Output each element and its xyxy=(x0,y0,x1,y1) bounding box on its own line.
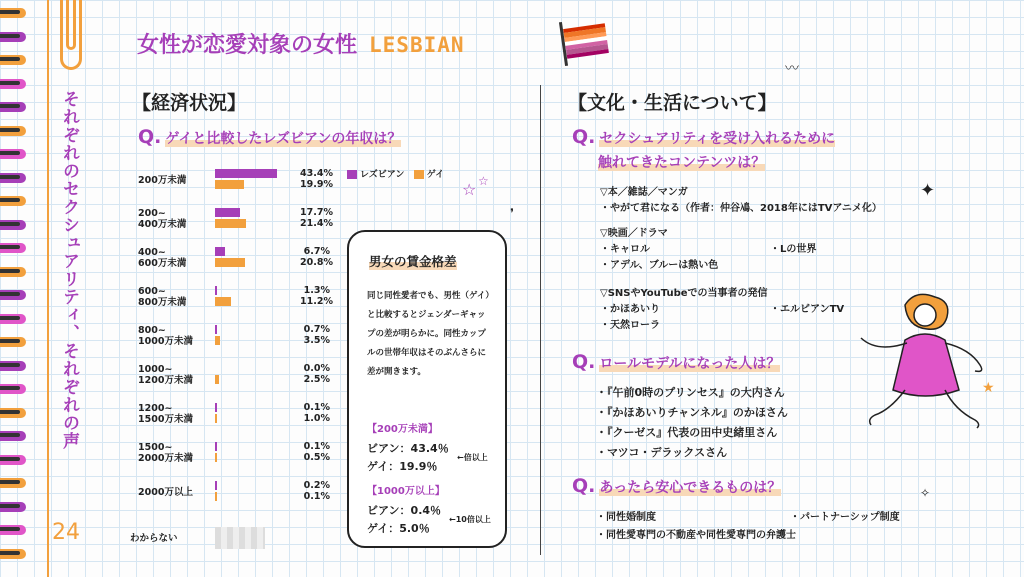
question-content-line2: 触れてきたコンテンツは？ xyxy=(598,155,766,171)
bubble-note1: ←倍以上 xyxy=(457,453,488,462)
legend-gay: ゲイ xyxy=(426,170,445,180)
safe-item-2: ・パートナーシップ制度 xyxy=(790,512,900,523)
sns-item-2: ・エルビアンTV xyxy=(770,304,845,315)
category-label: 1200~ 1500万未満 xyxy=(138,403,193,425)
chart-row xyxy=(130,243,340,273)
role-item-3: ・『クーゼス』代表の田中史緒里さん xyxy=(596,426,778,439)
category-label: 400~ 600万未満 xyxy=(138,247,187,269)
value-gay: 1.0% xyxy=(303,413,330,424)
small-sparkle-icon: ✧ xyxy=(920,486,931,500)
category-label: 1500~ 2000万未満 xyxy=(138,442,193,464)
spiral-ring xyxy=(0,478,26,488)
wage-gap-bubble xyxy=(347,230,507,548)
drama-item-2: ・Lの世界 xyxy=(770,244,817,255)
value-gay: 0.5% xyxy=(303,452,330,463)
value-gay: 3.5% xyxy=(303,335,330,346)
bubble-l1a: ビアン：43.4％ xyxy=(367,442,449,455)
spiral-ring xyxy=(0,55,26,65)
question-income xyxy=(138,126,401,148)
spiral-ring xyxy=(0,408,26,418)
q-mark-3: Q. xyxy=(572,475,596,497)
bar-lesbian xyxy=(215,286,217,295)
vertical-title: それぞれのセクシュアリティ、それぞれの声 xyxy=(59,90,79,450)
spiral-ring xyxy=(0,149,26,159)
drama-item-1: ・キャロル xyxy=(600,244,650,255)
chart-row xyxy=(130,438,340,468)
right-leg xyxy=(945,390,979,428)
sns-item-3: ・天然ローラ xyxy=(600,320,660,331)
title-ja: 女性が恋愛対象の女性 xyxy=(137,33,358,58)
spiral-binding xyxy=(0,0,30,577)
left-leg xyxy=(870,390,905,425)
spiral-ring xyxy=(0,384,26,394)
squiggle-icon: 〰 xyxy=(785,61,799,77)
lesbian-flag-icon xyxy=(563,23,609,59)
sparkle-icon: ☆ xyxy=(462,180,477,199)
bubble-sub-under200: 【200万未満】 xyxy=(367,424,438,435)
bar-lesbian xyxy=(215,442,217,451)
role-item-2: ・『かほあいりチャンネル』のかほさん xyxy=(596,406,788,419)
unknown-blurred-bar xyxy=(215,527,265,549)
chart-row xyxy=(130,360,340,390)
spiral-ring xyxy=(0,549,26,559)
chart-row xyxy=(130,165,340,195)
bar-gay xyxy=(215,219,246,228)
books-heading: ▽本／雑誌／マンガ xyxy=(600,187,688,198)
spiral-ring xyxy=(0,79,26,89)
category-label: 2000万以上 xyxy=(138,487,193,498)
bar-lesbian xyxy=(215,403,217,412)
question-content xyxy=(572,126,835,148)
value-gay: 0.1% xyxy=(303,491,330,502)
value-lesbian: 0.2% xyxy=(303,480,330,491)
bar-lesbian xyxy=(215,247,225,256)
value-lesbian: 17.7% xyxy=(300,207,333,218)
chart-row xyxy=(130,399,340,429)
bar-gay xyxy=(215,258,245,267)
bubble-title: 男女の賃金格差 xyxy=(369,254,457,269)
chart-legend xyxy=(347,167,444,180)
spiral-ring xyxy=(0,431,26,441)
spiral-ring xyxy=(0,525,26,535)
star-sparkle-icon: ✦ xyxy=(920,180,936,201)
spiral-ring xyxy=(0,314,26,324)
q-mark: Q. xyxy=(138,126,162,148)
bubble-body: 同じ同性愛者でも、男性（ゲイ）と比較するとジェンダーギャップの差が明らかに。同性カップルの世帯年収はそのぶんさらに差が開きます。 xyxy=(367,291,490,377)
value-lesbian: 0.1% xyxy=(303,402,330,413)
dancing-woman-illustration xyxy=(850,285,1010,445)
bar-gay xyxy=(215,453,217,462)
value-gay: 2.5% xyxy=(303,374,330,385)
spiral-ring xyxy=(0,455,26,465)
question-content-line1: セクシュアリティを受け入れるために xyxy=(599,131,836,147)
q-mark-1: Q. xyxy=(572,126,596,148)
chart-row xyxy=(130,204,340,234)
chart-row xyxy=(130,282,340,312)
bar-lesbian xyxy=(215,169,277,178)
bubble-sub-over1000: 【1000万以上】 xyxy=(367,486,445,497)
accent-mark-icon: ❜ xyxy=(510,206,514,220)
category-label: 200~ 400万未満 xyxy=(138,208,187,230)
value-lesbian: 6.7% xyxy=(303,246,330,257)
title-en: LESBIAN xyxy=(369,33,465,57)
safe-item-3: ・同性愛専門の不動産や同性愛専門の弁護士 xyxy=(596,530,796,541)
value-gay: 21.4% xyxy=(300,218,333,229)
category-unknown: わからない xyxy=(130,533,178,544)
bar-gay xyxy=(215,336,220,345)
value-gay: 20.8% xyxy=(300,257,333,268)
drama-item-3: ・アデル、ブルーは熱い色 xyxy=(600,260,719,271)
question-safety-text: あったら安心できるものは？ xyxy=(599,480,782,496)
bar-lesbian xyxy=(215,208,240,217)
role-item-4: ・マツコ・デラックスさん xyxy=(596,446,728,459)
legend-lesbian: レズビアン xyxy=(360,170,405,180)
sns-item-1: ・かほあいり xyxy=(600,304,660,315)
chart-row xyxy=(130,321,340,351)
spiral-ring xyxy=(0,337,26,347)
head-shape xyxy=(914,304,936,326)
bar-lesbian xyxy=(215,325,217,334)
bar-gay xyxy=(215,180,244,189)
question-income-text: ゲイと比較したレズビアンの年収は？ xyxy=(165,131,402,147)
spiral-ring xyxy=(0,173,26,183)
spiral-ring xyxy=(0,502,26,512)
sparkle-small-icon: ☆ xyxy=(478,174,489,188)
value-lesbian: 1.3% xyxy=(303,285,330,296)
spiral-ring xyxy=(0,243,26,253)
legend-swatch-lesbian xyxy=(347,170,357,179)
bar-gay xyxy=(215,414,217,423)
chart-row xyxy=(130,477,340,507)
spiral-ring xyxy=(0,102,26,112)
margin-line xyxy=(47,0,49,577)
question-rolemodel-text: ロールモデルになった人は？ xyxy=(599,356,781,372)
value-lesbian: 43.4% xyxy=(300,168,333,179)
bubble-l2b: ゲイ：5.0％ xyxy=(367,522,430,535)
spiral-ring xyxy=(0,361,26,371)
role-item-1: ・『午前0時のプリンセス』の大内さん xyxy=(596,386,785,399)
category-label: 1000~ 1200万未満 xyxy=(138,364,193,386)
category-label: 600~ 800万未満 xyxy=(138,286,187,308)
spiral-ring xyxy=(0,8,26,18)
column-divider xyxy=(540,85,541,555)
question-content-2 xyxy=(598,152,765,172)
bar-lesbian xyxy=(215,481,217,490)
spiral-ring xyxy=(0,32,26,42)
q-mark-2: Q. xyxy=(572,351,596,373)
page-number: 24 xyxy=(52,520,80,545)
spiral-ring xyxy=(0,126,26,136)
bubble-l1b: ゲイ：19.9％ xyxy=(367,460,438,473)
section-economy: 【経済状況】 xyxy=(132,92,247,114)
bar-gay xyxy=(215,375,219,384)
question-rolemodel xyxy=(572,351,780,373)
page-title xyxy=(137,28,465,59)
category-label: 200万未満 xyxy=(138,175,187,186)
spiral-ring xyxy=(0,267,26,277)
bar-gay xyxy=(215,297,231,306)
section-culture: 【文化・生活について】 xyxy=(568,92,777,114)
legend-swatch-gay xyxy=(414,170,424,179)
bubble-note2: ←10倍以上 xyxy=(449,515,491,524)
spiral-ring xyxy=(0,290,26,300)
value-gay: 11.2% xyxy=(300,296,333,307)
bubble-l2a: ビアン：0.4％ xyxy=(367,504,442,517)
value-lesbian: 0.0% xyxy=(303,363,330,374)
drama-heading: ▽映画／ドラマ xyxy=(600,228,668,239)
bar-gay xyxy=(215,492,217,501)
books-item: ・やがて君になる（作者：仲谷鳰、2018年にはTVアニメ化） xyxy=(600,203,882,214)
value-gay: 19.9% xyxy=(300,179,333,190)
spiral-ring xyxy=(0,220,26,230)
orange-star-icon: ★ xyxy=(982,380,995,396)
value-lesbian: 0.7% xyxy=(303,324,330,335)
sns-heading: ▽SNSやYouTubeでの当事者の発信 xyxy=(600,288,768,299)
paperclip-inner xyxy=(66,0,76,50)
safe-item-1: ・同性婚制度 xyxy=(596,512,656,523)
value-lesbian: 0.1% xyxy=(303,441,330,452)
question-safety xyxy=(572,475,781,497)
spiral-ring xyxy=(0,196,26,206)
category-label: 800~ 1000万未満 xyxy=(138,325,193,347)
left-arm xyxy=(861,338,907,347)
